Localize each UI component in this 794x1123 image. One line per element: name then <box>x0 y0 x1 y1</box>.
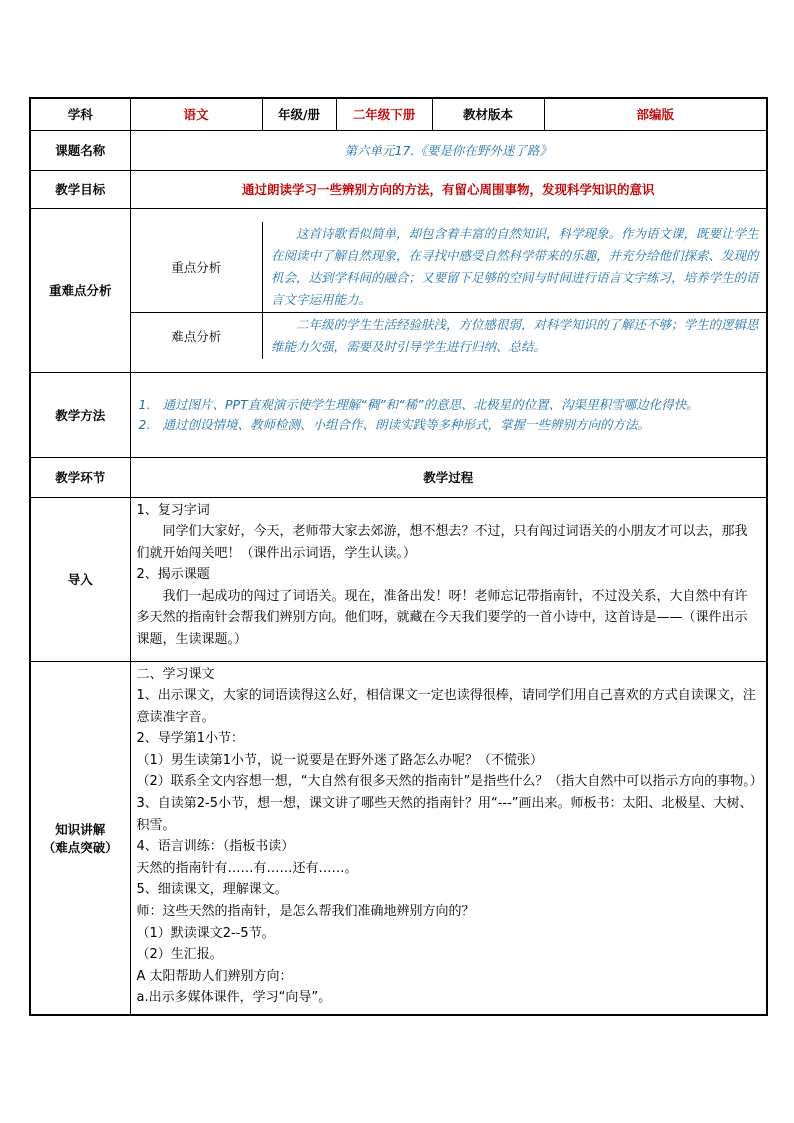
intro-line: 2、揭示课题 <box>136 567 210 583</box>
key-point-label: 重点分析 <box>131 222 263 313</box>
knowledge-line: a.出示多媒体课件，学习“向导”。 <box>136 990 332 1006</box>
knowledge-line: 1、出示课文，大家的词语读得这么好，相信课文一定也读得很棒，请同学们用自己喜欢的方式自读课文，注意读准字音。 <box>136 688 756 725</box>
intro-line: 我们一起成功的闯过了词语关。现在，准备出发！呀！老师忘记带指南针，不过没关系，大自然中有许多天然的指南针会帮我们辨别方向。他们呀，就藏在今天我们要学的一首小诗中，这首诗是——（课件出示课题，生读课题。） <box>136 588 748 648</box>
analysis-label: 重难点分析 <box>30 208 130 372</box>
knowledge-line: 4、语言训练：（指板书读） <box>136 839 295 855</box>
lesson-label: 课题名称 <box>30 130 130 170</box>
intro-line: 同学们大家好，今天，老师带大家去郊游，想不想去？不过，只有闯过词语关的小朋友才可以去，那我们就开始闯关吧！（课件出示词语，学生认读。） <box>136 524 748 561</box>
knowledge-line: （1）默读课文2--5节。 <box>136 925 275 941</box>
subject-label: 学科 <box>30 98 130 130</box>
goal-text: 通过朗读学习一些辨别方向的方法，有留心周围事物，发现科学知识的意识 <box>130 170 767 208</box>
knowledge-content <box>131 662 767 1012</box>
methods-list <box>131 395 767 435</box>
method-text: 通过图片、PPT直观演示使学生理解“稠”和“稀”的意思、北极星的位置、沟渠里积雪哪边化得快。 <box>162 396 699 412</box>
intro-line: 1、复习字词 <box>136 502 210 518</box>
analysis-subtable <box>131 222 767 359</box>
method-item <box>139 395 761 415</box>
method-number: 1. <box>138 396 151 412</box>
knowledge-label-line2: （难点突破） <box>42 839 118 855</box>
subject-value: 语文 <box>130 98 262 130</box>
knowledge-line: 2、导学第1小节： <box>136 731 245 747</box>
knowledge-line: 天然的指南针有……有……还有……。 <box>136 860 358 876</box>
grade-label: 年级/册 <box>262 98 336 130</box>
knowledge-line: （2）生汇报。 <box>136 947 223 963</box>
intro-label: 导入 <box>30 497 130 661</box>
lesson-title: 第六单元17.《要是你在野外迷了路》 <box>130 130 767 170</box>
method-text: 通过创设情境、教师检测、小组合作、朗读实践等多种形式，掌握一些辨别方向的方法。 <box>162 416 651 432</box>
knowledge-line: （1）男生读第1小节，说一说要是在野外迷了路怎么办呢？（不慌张） <box>136 752 544 768</box>
knowledge-line: （2）联系全文内容想一想，“大自然有很多天然的指南针”是指些什么？（指大自然中可以指示方向的事物。） <box>136 774 763 790</box>
key-point-text: 这首诗歌看似简单，却包含着丰富的自然知识，科学现象。作为语文课，既要让学生在阅读中了解自然现象，在寻找中感受自然科学带来的乐趣，并充分给他们探索、发现的机会，达到学科间的融合；又要留下足够的空间与时间进行语言文字练习，培养学生的语言文字运用能力。 <box>263 222 767 313</box>
hard-point-text: 二年级的学生生活经验肤浅，方位感很弱，对科学知识的了解还不够；学生的逻辑思维能力欠强，需要及时引导学生进行归纳、总结。 <box>271 316 759 354</box>
knowledge-line: A 太阳帮助人们辨别方向： <box>136 968 293 984</box>
knowledge-line: 师：这些天然的指南针，是怎么帮我们准确地辨别方向的？ <box>136 904 475 920</box>
edition-label: 教材版本 <box>432 98 544 130</box>
lesson-plan-table <box>29 97 768 1016</box>
methods-label: 教学方法 <box>30 372 130 457</box>
method-number: 2. <box>138 416 151 432</box>
process-label: 教学过程 <box>130 457 767 497</box>
grade-value: 二年级下册 <box>336 98 432 130</box>
knowledge-line: 二、学习课文 <box>136 666 215 682</box>
edition-value: 部编版 <box>544 98 767 130</box>
knowledge-line: 3、自读第2-5小节，想一想，课文讲了哪些天然的指南针？用“---”画出来。师板书：太阳、北极星、大树、积雪。 <box>136 796 753 833</box>
knowledge-label-line1: 知识讲解 <box>55 821 106 837</box>
intro-content <box>131 498 767 653</box>
goal-label: 教学目标 <box>30 170 130 208</box>
hard-point-label: 难点分析 <box>131 312 263 359</box>
method-item <box>139 415 761 435</box>
knowledge-label <box>30 661 130 1015</box>
stage-label: 教学环节 <box>30 457 130 497</box>
knowledge-line: 5、细读课文，理解课文。 <box>136 882 288 898</box>
